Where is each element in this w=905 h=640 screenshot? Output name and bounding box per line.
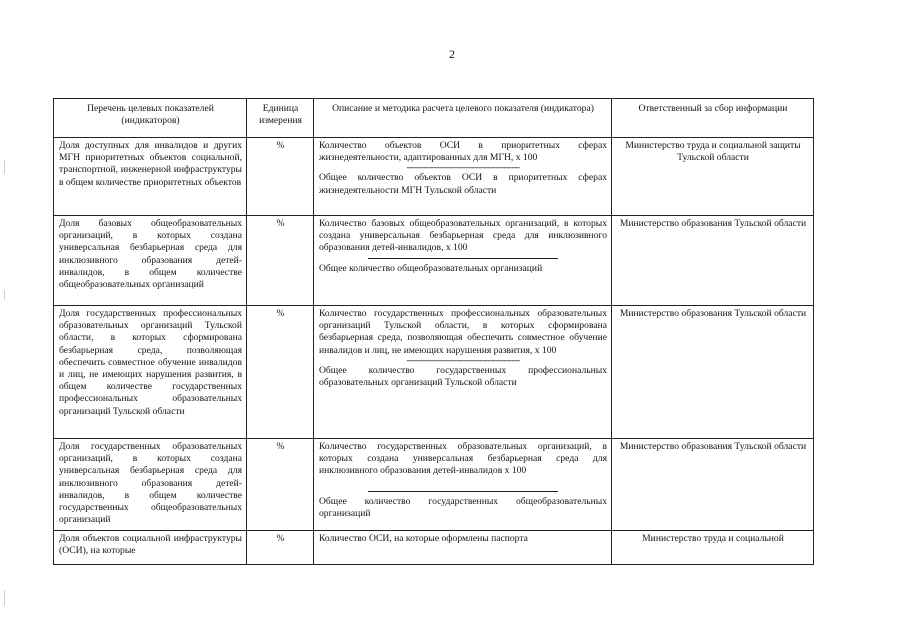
scan-artifact <box>4 290 5 300</box>
scan-artifact <box>4 590 5 606</box>
numerator: Количество государственных образовательных организаций, в которых создана универсальная безбарьерная среда для инклюзивного образования детей-инвалидов х 100 <box>319 441 607 477</box>
denominator: Общее количество объектов ОСИ в приоритетных сферах жизнедеятельности МГН Тульской области <box>319 172 607 196</box>
unit: % <box>247 306 314 439</box>
denominator: Общее количество общеобразовательных организаций <box>319 262 543 274</box>
unit: % <box>247 531 314 565</box>
header-responsible: Ответственный за сбор информации <box>612 99 814 138</box>
table-row <box>54 216 814 306</box>
table-header-row <box>54 99 814 138</box>
unit: % <box>247 439 314 531</box>
denominator: Общее количество государственных профессиональных образовательных организаций Тульской области <box>319 364 607 389</box>
table-row <box>54 306 814 439</box>
page-number: 2 <box>449 47 455 61</box>
responsible: Министерство образования Тульской области <box>612 306 814 439</box>
method-cell <box>314 216 612 306</box>
fraction-line <box>319 255 607 263</box>
fraction-line <box>319 164 607 172</box>
header-unit: Единица измерения <box>247 99 314 138</box>
responsible: Министерство труда и социальной <box>612 531 814 565</box>
header-indicators: Перечень целевых показателей (индикаторов) <box>54 99 247 138</box>
indicator-name: Доля государственных профессиональных образовательных организаций Тульской области, в которых сформирована безбарьерная среда, позволяющая обеспечить совместное обучение инвалидов и лиц, не имеющих нарушения развития, в общем количестве государственных профессиональных образовательных организаций Тульской области <box>54 306 247 439</box>
denominator: Общее количество государственных общеобразовательных организаций <box>319 495 607 519</box>
numerator: Количество базовых общеобразовательных организаций, в которых создана универсальная безбарьерная среда для инклюзивного образования детей-инвалидов, х 100 <box>319 218 607 254</box>
method-cell <box>314 439 612 531</box>
scan-artifact <box>4 160 5 174</box>
method-cell <box>314 306 612 439</box>
indicator-name: Доля объектов социальной инфраструктуры (ОСИ), на которые <box>54 531 247 565</box>
numerator: Количество государственных профессиональных образовательных организаций Тульской области, в которых сформирована безбарьерная среда, позволяющая обеспечить совместное обучение инвалидов и лиц, не имеющих нарушения развития, х 100 <box>319 308 607 356</box>
fraction-line <box>319 488 607 496</box>
table-row <box>54 531 814 565</box>
responsible: Министерство образования Тульской области <box>612 216 814 306</box>
table-row <box>54 439 814 531</box>
table-row <box>54 138 814 216</box>
unit: % <box>247 138 314 216</box>
indicator-name: Доля базовых общеобразовательных организаций, в которых создана универсальная безбарьерная среда для инклюзивного образования детей-инвалидов, в общем количестве общеобразовательных организаций <box>54 216 247 306</box>
unit: % <box>247 216 314 306</box>
fraction-line <box>319 357 607 365</box>
method-cell <box>314 138 612 216</box>
indicator-name: Доля доступных для инвалидов и других МГН приоритетных объектов социальной, транспортной, инженерной инфраструктуры в общем количестве приоритетных объектов <box>54 138 247 216</box>
numerator: Количество объектов ОСИ в приоритетных сферах жизнедеятельности, адаптированных для МГН, х 100 <box>319 140 607 164</box>
responsible: Министерство труда и социальной защиты Тульской области <box>612 138 814 216</box>
header-method: Описание и методика расчета целевого показателя (индикатора) <box>314 99 612 138</box>
indicator-name: Доля государственных образовательных организаций, в которых создана универсальная безбарьерная среда для инклюзивного образования детей-инвалидов, в общем количестве государственных общеобразовательных организаций <box>54 439 247 531</box>
numerator: Количество ОСИ, на которые оформлены паспорта <box>319 533 528 544</box>
method-cell <box>314 531 612 565</box>
responsible: Министерство образования Тульской области <box>612 439 814 531</box>
indicators-table <box>53 98 814 565</box>
